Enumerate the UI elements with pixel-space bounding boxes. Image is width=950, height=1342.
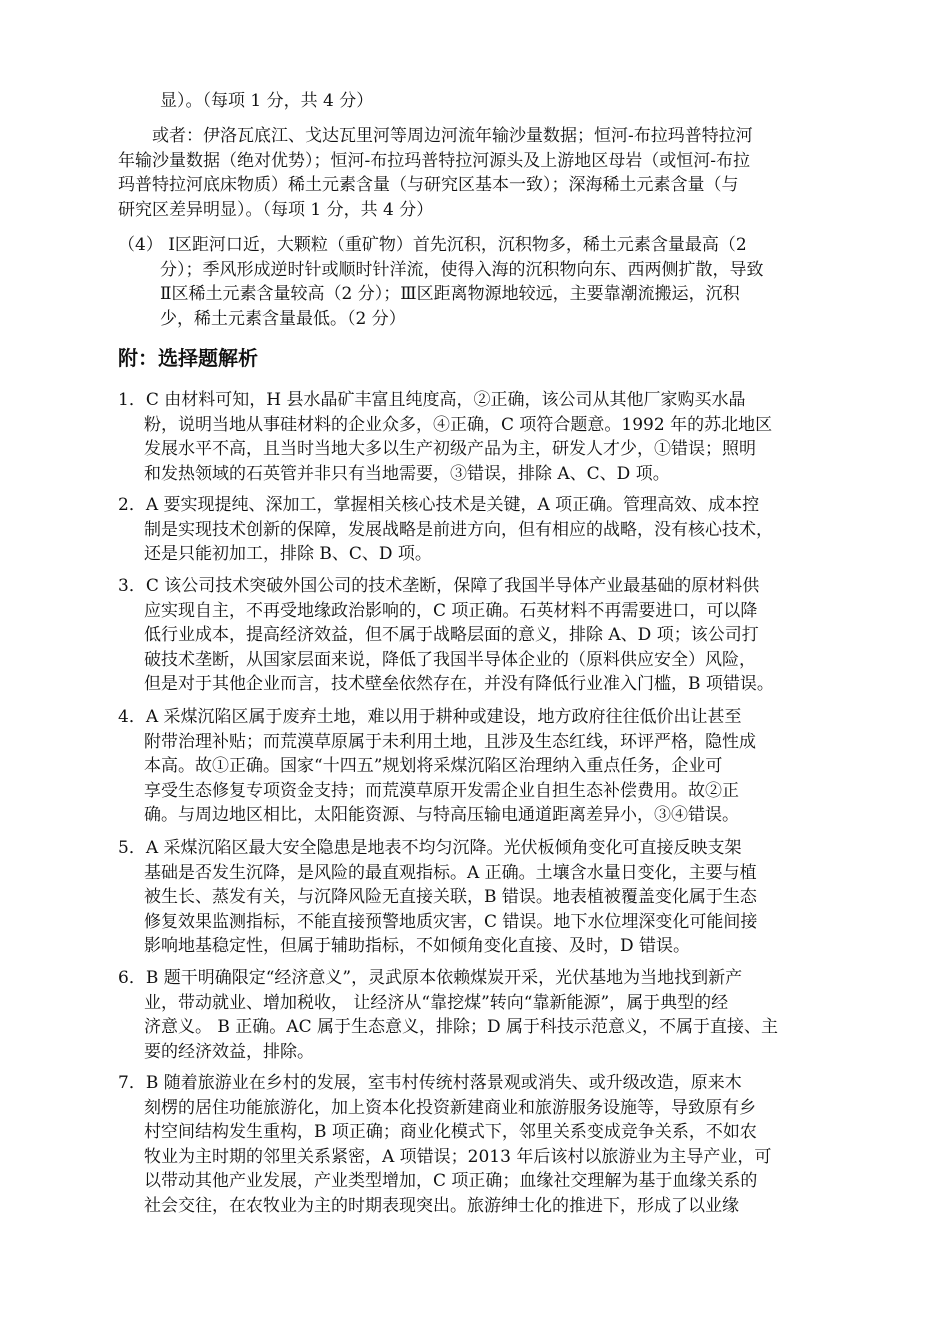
text-line: 还是只能初加工，排除 B、C、D 项。 [144, 544, 432, 564]
text-line: 5．A 采煤沉陷区最大安全隐患是地表不均匀沉降。光伏板倾角变化可直接反映支架 [118, 838, 742, 858]
text-line: 分）；季风形成逆时针或顺时针洋流，使得入海的沉积物向东、西两侧扩散，导致 [160, 259, 764, 280]
text-line: 或者：伊洛瓦底江、戈达瓦里河等周边河流年输沙量数据；恒河-布拉玛普特拉河 [152, 126, 753, 146]
text-line: 6．B 题干明确限定“经济意义”，灵武原本依赖煤炭开采，光伏基地为当地找到新产 [118, 968, 743, 988]
text-line: 发展水平不高，且当时当地大多以生产初级产品为主，研发人才少，①错误；照明 [144, 439, 756, 459]
text-line: 4．A 采煤沉陷区属于废弃土地，难以用于耕种或建设，地方政府往往低价出让甚至 [118, 707, 742, 727]
text-line: 享受生态修复专项资金支持；而荒漠草原开发需企业自担生态补偿费用。故②正 [144, 780, 739, 801]
text-line: 影响地基稳定性，但属于辅助指标，不如倾角变化直接、及时，D 错误。 [144, 936, 691, 956]
text-line: 以带动其他产业发展，产业类型增加，C 项正确；血缘社交理解为基于血缘关系的 [144, 1171, 758, 1191]
text-line: （4） Ⅰ区距河口近，大颗粒（重矿物）首先沉积，沉积物多，稀土元素含量最高（2 [118, 235, 747, 255]
text-line: 2．A 要实现提纯、深加工，掌握相关核心技术是关键，A 项正确。管理高效、成本控 [118, 495, 760, 515]
answer-item-6 [118, 966, 838, 1064]
text-line: 修复效果监测指标，不能直接预警地质灾害，C 错误。地下水位埋深变化可能间接 [144, 911, 758, 932]
text-line: 牧业为主时期的邻里关系紧密，A 项错误；2013 年后该村以旅游业为主导产业，可 [144, 1146, 772, 1167]
text-line: 制是实现技术创新的保障，发展战略是前进方向，但有相应的战略，没有核心技术， [144, 519, 773, 540]
text-line: 附带治理补贴；而荒漠草原属于未利用土地，且涉及生态红线，环评严格，隐性成 [144, 731, 756, 752]
text-line: 研究区差异明显）。（每项 1 分，共 4 分） [118, 199, 434, 220]
answer-item-5 [118, 836, 838, 959]
text-line: 少，稀土元素含量最低。（2 分） [160, 308, 406, 329]
answer-item-3 [118, 574, 838, 697]
text-line: 刻楞的居住功能旅游化，加上资本化投资新建商业和旅游服务设施等，导致原有乡 [144, 1097, 756, 1118]
alternative-answer-paragraph [118, 124, 838, 222]
text-line: 破技术垄断，从国家层面来说，降低了我国半导体企业的（原料供应安全）风险， [144, 649, 756, 670]
text-line: Ⅱ区稀土元素含量较高（2 分）；Ⅲ区距离物源地较远，主要靠潮流搬运，沉积 [160, 284, 740, 304]
section-heading: 附：选择题解析 [118, 346, 258, 370]
text-line: 村空间结构发生重构，B 项正确；商业化模式下，邻里关系变成竞争关系，不如农 [144, 1122, 757, 1142]
answer-item-1 [118, 388, 838, 486]
text-line: 应实现自主，不再受地缘政治影响的，C 项正确。石英材料不再需要进口，可以降 [144, 600, 758, 621]
text-line: 确。与周边地区相比，太阳能资源、与特高压输电通道距离差异小，③④错误。 [144, 805, 739, 825]
question-4-answer [118, 233, 838, 331]
text-line: 1．C 由材料可知，H 县水晶矿丰富且纯度高，②正确，该公司从其他厂家购买水晶 [118, 390, 746, 410]
text-line: 玛普特拉河底床物质）稀土元素含量（与研究区基本一致）；深海稀土元素含量（与 [118, 175, 739, 195]
text-line: 基础是否发生沉降，是风险的最直观指标。A 正确。土壤含水量日变化，主要与植 [144, 862, 757, 883]
text-line: 被生长、蒸发有关，与沉降风险无直接关联，B 错误。地表植被覆盖变化属于生态 [144, 887, 757, 907]
answer-item-7 [118, 1071, 838, 1218]
text-line: 显）。（每项 1 分，共 4 分） [160, 91, 374, 111]
text-line: 粉，说明当地从事硅材料的企业众多，④正确，C 项符合题意。1992 年的苏北地区 [144, 414, 773, 435]
text-line: 业，带动就业、增加税收， 让经济从“靠挖煤”转向“靠新能源”，属于典型的经 [144, 992, 729, 1013]
answer-item-2 [118, 493, 838, 567]
text-line: 要的经济效益，排除。 [144, 1041, 314, 1062]
text-line: 和发热领域的石英管并非只有当地需要，③错误，排除 A、C、D 项。 [144, 463, 670, 484]
text-line: 但是对于其他企业而言，技术壁垒依然存在，并没有降低行业准入门槛，B 项错误。 [144, 674, 774, 694]
text-line: 年输沙量数据（绝对优势）；恒河-布拉玛普特拉河源头及上游地区母岩（或恒河-布拉 [118, 150, 750, 171]
text-line: 社会交往，在农牧业为主的时期表现突出。旅游绅士化的推进下，形成了以业缘 [144, 1195, 739, 1216]
text-line: 低行业成本，提高经济效益，但不属于战略层面的意义，排除 A、D 项；该公司打 [144, 625, 759, 645]
text-line: 7．B 随着旅游业在乡村的发展，室韦村传统村落景观或消失、或升级改造，原来木 [118, 1073, 742, 1093]
text-line: 本高。故①正确。国家“十四五”规划将采煤沉陷区治理纳入重点任务，企业可 [144, 756, 723, 776]
intro-paragraph-end [160, 89, 880, 114]
answer-item-4 [118, 705, 838, 828]
text-line: 3．C 该公司技术突破外国公司的技术垄断，保障了我国半导体产业最基础的原材料供 [118, 576, 760, 596]
text-line: 济意义。 B 正确。AC 属于生态意义，排除；D 属于科技示范意义，不属于直接、主 [144, 1017, 779, 1037]
